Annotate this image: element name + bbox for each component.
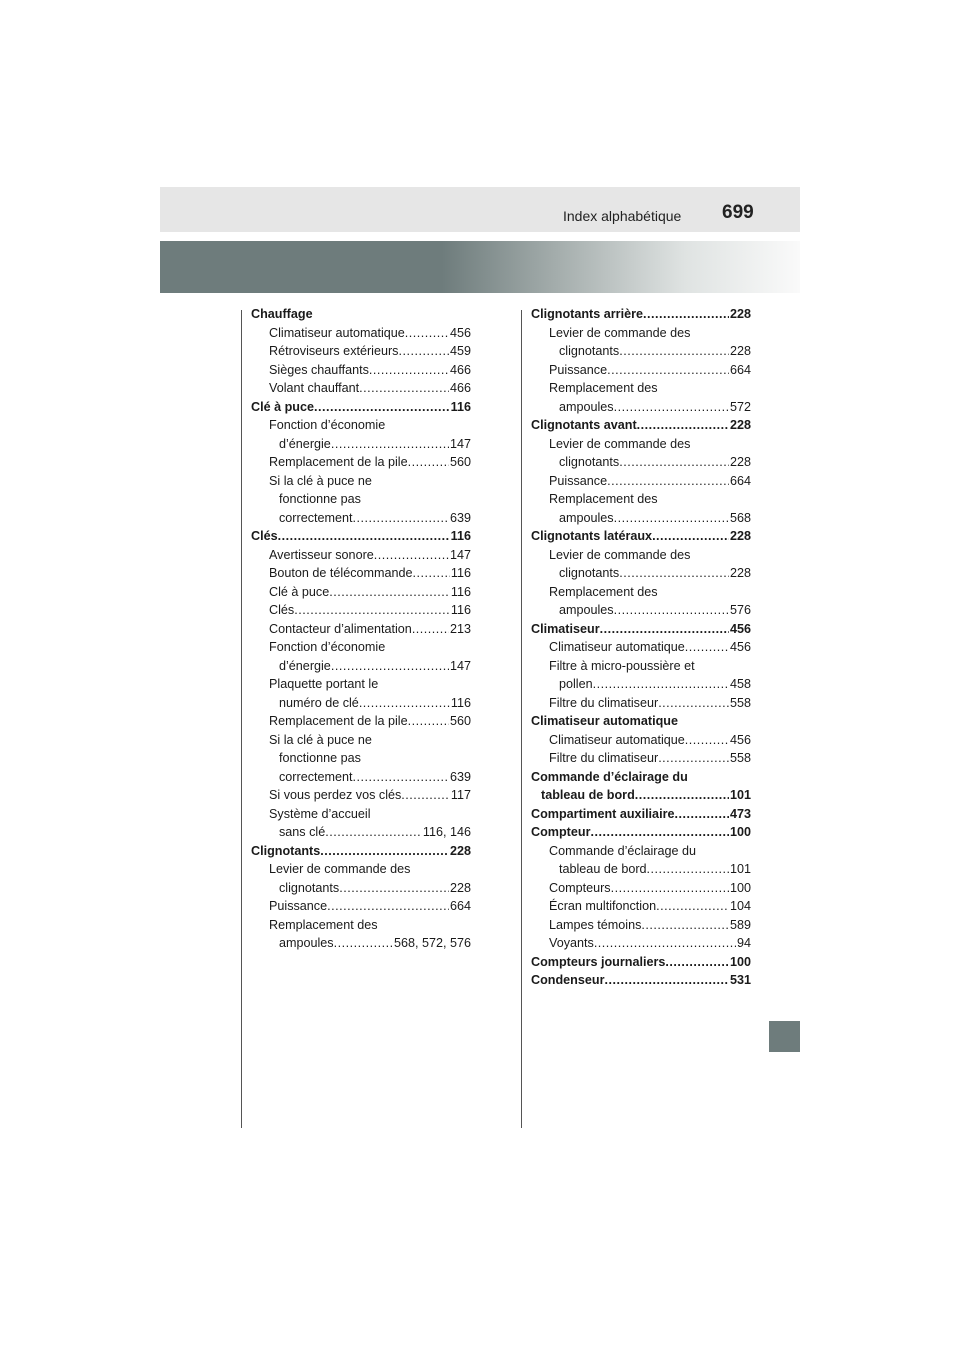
dot-leader	[614, 398, 729, 417]
index-entry-page: 147	[449, 658, 471, 673]
index-entry	[531, 620, 751, 639]
index-entry-term: tableau de bord	[541, 788, 635, 802]
dot-leader	[405, 324, 449, 343]
index-entry-page: 116	[450, 603, 471, 617]
index-entry-page: 466	[449, 362, 471, 377]
index-entry-page: 568, 572, 576	[393, 936, 471, 950]
index-entry-page: 456	[729, 732, 751, 747]
index-entry-term: Levier de commande des	[269, 862, 411, 876]
index-entry	[251, 712, 471, 731]
dot-leader	[278, 527, 450, 546]
index-entry	[531, 731, 751, 750]
index-entry	[531, 435, 751, 454]
index-entry-page: 104	[729, 899, 751, 913]
dot-leader	[369, 361, 449, 380]
index-entry-term: Climatiseur automatique	[269, 325, 405, 340]
index-entry-term: Clés	[269, 603, 295, 617]
index-entry	[251, 786, 471, 805]
index-entry-term: Climatiseur	[531, 621, 600, 636]
index-entry	[531, 712, 751, 731]
dot-leader	[594, 934, 736, 953]
index-entry-term: Fonction d’économie	[269, 418, 386, 432]
index-entry	[251, 842, 471, 861]
index-entry-page: 100	[729, 880, 751, 895]
index-entry-page: 101	[729, 862, 751, 876]
index-entry-page: 228	[729, 566, 751, 580]
dot-leader	[593, 675, 729, 694]
index-entry-page: 473	[729, 806, 751, 821]
index-entry-term: Puissance	[269, 899, 328, 913]
dot-leader	[320, 842, 449, 861]
index-entry-term: Climatiseur automatique	[549, 732, 685, 747]
index-entry	[251, 398, 471, 417]
dot-leader	[600, 620, 729, 639]
index-entry	[251, 342, 471, 361]
index-entry-term: Filtre à micro-poussière et	[549, 658, 695, 673]
index-entry-term: correctement	[279, 769, 353, 784]
index-entry	[531, 342, 751, 361]
index-entry	[251, 472, 471, 491]
dot-leader	[401, 786, 450, 805]
dot-leader	[339, 879, 449, 898]
index-entry-term: Filtre du climatiseur	[549, 751, 659, 765]
dot-leader	[652, 527, 729, 546]
index-entry-term: Commande d’éclairage du	[531, 769, 688, 784]
dot-leader	[331, 435, 449, 454]
dot-leader	[314, 398, 450, 417]
index-entry-term: Si la clé à puce ne	[269, 732, 372, 747]
dot-leader	[359, 694, 450, 713]
index-entry	[531, 583, 751, 602]
index-entry	[531, 398, 751, 417]
index-entry-term: d’énergie	[279, 436, 331, 451]
dot-leader	[611, 879, 729, 898]
index-entry	[251, 305, 471, 324]
index-entry-term: Puissance	[549, 362, 608, 377]
dot-leader	[658, 694, 729, 713]
index-entry-term: Contacteur d’alimentation	[269, 621, 412, 636]
index-column-left	[251, 305, 471, 953]
index-entry-page: 228	[729, 455, 751, 469]
index-entry	[251, 805, 471, 824]
index-entry-term: numéro de clé	[279, 695, 359, 710]
dot-leader	[635, 786, 729, 805]
index-entry	[251, 731, 471, 750]
index-entry	[531, 416, 751, 435]
index-entry	[531, 953, 751, 972]
index-entry	[251, 916, 471, 935]
index-entry-term: clignotants	[279, 880, 340, 895]
dot-leader	[656, 897, 729, 916]
index-entry-page: 116	[450, 584, 471, 599]
index-entry-page: 568	[729, 510, 751, 525]
index-entry-term: Remplacement des	[549, 584, 658, 599]
index-entry	[531, 768, 751, 787]
index-entry	[531, 453, 751, 472]
index-entry-term: Climatiseur automatique	[549, 640, 685, 654]
index-entry-term: Remplacement des	[269, 917, 378, 932]
index-entry	[251, 379, 471, 398]
index-entry-term: Commande d’éclairage du	[549, 843, 697, 858]
column-rule-right	[521, 310, 522, 1128]
index-entry-term: Compteurs	[549, 880, 611, 895]
index-entry-page: 116	[450, 566, 471, 580]
dot-leader	[329, 583, 450, 602]
index-entry-term: Levier de commande des	[549, 325, 691, 340]
index-entry-term: clignotants	[559, 344, 620, 358]
index-column-right	[531, 305, 751, 990]
index-entry	[251, 509, 471, 528]
index-entry-page: 589	[729, 917, 751, 932]
index-entry	[531, 305, 751, 324]
index-entry-term: Lampes témoins	[549, 917, 642, 932]
index-entry	[251, 324, 471, 343]
index-entry-page: 213	[449, 621, 471, 636]
index-entry-term: Plaquette portant le	[269, 677, 379, 691]
index-entry-term: Puissance	[549, 473, 608, 488]
index-entry-page: 466	[449, 381, 471, 395]
index-entry-term: Compteurs journaliers	[531, 954, 666, 969]
index-entry	[531, 657, 751, 676]
index-entry	[531, 916, 751, 935]
index-entry-page: 94	[736, 936, 751, 950]
dot-leader	[647, 860, 729, 879]
index-entry-page: 228	[449, 880, 471, 895]
index-entry-term: pollen	[559, 677, 593, 691]
index-entry-page: 531	[729, 973, 751, 987]
index-entry-term: ampoules	[559, 399, 614, 414]
index-entry	[531, 379, 751, 398]
index-entry-term: Écran multifonction	[549, 899, 657, 913]
index-entry-page: 572	[729, 399, 751, 414]
index-entry-page: 558	[729, 695, 751, 710]
index-entry-page: 664	[729, 362, 751, 377]
index-entry	[531, 675, 751, 694]
index-entry-term: Voyants	[549, 936, 594, 950]
dot-leader	[353, 509, 449, 528]
index-entry-page: 458	[729, 677, 751, 691]
dot-leader	[590, 823, 729, 842]
index-entry-term: Compteur	[531, 825, 591, 839]
index-entry-term: ampoules	[559, 603, 614, 617]
index-entry	[251, 583, 471, 602]
index-entry-term: Remplacement de la pile	[269, 455, 408, 469]
index-entry-term: Levier de commande des	[549, 436, 691, 451]
index-entry	[531, 860, 751, 879]
index-entry	[531, 694, 751, 713]
index-entry-term: Filtre du climatiseur	[549, 695, 659, 710]
dot-leader	[408, 453, 449, 472]
dot-leader	[619, 453, 729, 472]
dot-leader	[294, 601, 450, 620]
index-entry-term: clignotants	[559, 455, 620, 469]
index-entry-page: 147	[449, 436, 471, 451]
index-entry-term: Volant chauffant	[269, 381, 360, 395]
index-entry-term: sans clé	[279, 825, 326, 839]
index-entry	[251, 823, 471, 842]
index-entry-term: Système d’accueil	[269, 806, 371, 821]
page-number: 699	[722, 202, 754, 223]
index-entry-term: correctement	[279, 510, 353, 525]
dot-leader	[665, 953, 729, 972]
index-entry-term: tableau de bord	[559, 862, 647, 876]
dot-leader	[641, 916, 729, 935]
index-entry-page: 576	[729, 603, 751, 617]
index-entry-term: Si vous perdez vos clés	[269, 788, 402, 802]
dot-leader	[685, 731, 729, 750]
dot-leader	[412, 620, 449, 639]
index-entry-page: 100	[729, 954, 751, 969]
dot-leader	[614, 509, 729, 528]
dot-leader	[643, 305, 729, 324]
index-entry	[251, 435, 471, 454]
index-entry	[251, 453, 471, 472]
dot-leader	[374, 546, 449, 565]
dot-leader	[658, 749, 729, 768]
index-entry	[531, 527, 751, 546]
index-entry-term: Remplacement des	[549, 492, 658, 506]
index-entry	[251, 694, 471, 713]
index-entry-term: Clés	[251, 529, 278, 543]
index-entry-page: 228	[729, 344, 751, 358]
index-entry-term: Si la clé à puce ne	[269, 473, 372, 488]
index-entry-page: 639	[449, 769, 471, 784]
index-entry	[531, 472, 751, 491]
dot-leader	[637, 416, 729, 435]
dot-leader	[353, 768, 449, 787]
header-gradient-bar	[160, 241, 800, 293]
index-entry-term: Levier de commande des	[549, 547, 691, 562]
dot-leader	[607, 361, 729, 380]
index-entry-term: Avertisseur sonore	[269, 547, 374, 562]
dot-leader	[413, 564, 450, 583]
index-entry-page: 558	[729, 751, 751, 765]
index-entry-page: 116	[450, 695, 471, 710]
index-entry	[251, 657, 471, 676]
index-entry-term: Climatiseur automatique	[531, 714, 678, 728]
dot-leader	[604, 971, 729, 990]
index-entry-page: 664	[729, 473, 751, 488]
index-entry	[531, 805, 751, 824]
index-entry	[531, 546, 751, 565]
dot-leader	[331, 657, 449, 676]
index-entry-term: fonctionne pas	[279, 492, 361, 506]
dot-leader	[619, 342, 729, 361]
index-entry	[531, 564, 751, 583]
dot-leader	[674, 805, 729, 824]
index-entry	[531, 361, 751, 380]
index-entry-term: Rétroviseurs extérieurs	[269, 344, 399, 358]
index-entry	[531, 897, 751, 916]
index-entry	[531, 638, 751, 657]
index-entry-page: 664	[449, 899, 471, 913]
index-entry-page: 116	[450, 529, 471, 543]
index-entry-page: 560	[449, 714, 471, 728]
index-entry	[531, 971, 751, 990]
index-entry-page: 639	[449, 510, 471, 525]
index-entry-term: Sièges chauffants	[269, 362, 369, 377]
dot-leader	[327, 897, 449, 916]
index-entry-page: 228	[729, 418, 751, 432]
dot-leader	[408, 712, 449, 731]
index-entry	[251, 879, 471, 898]
index-entry-term: Compartiment auxiliaire	[531, 806, 675, 821]
dot-leader	[614, 601, 729, 620]
index-entry-term: Clignotants latéraux	[531, 529, 653, 543]
index-entry-page: 101	[729, 788, 751, 802]
index-entry	[531, 823, 751, 842]
index-entry-term: clignotants	[559, 566, 620, 580]
index-entry-page: 228	[729, 529, 751, 543]
index-entry	[531, 749, 751, 768]
index-entry-term: Clé à puce	[269, 584, 330, 599]
index-entry-page: 147	[449, 547, 471, 562]
index-entry-page: 100	[729, 825, 751, 839]
index-entry	[251, 546, 471, 565]
index-entry	[251, 361, 471, 380]
index-entry-term: Clignotants	[251, 843, 321, 858]
column-rule-left	[241, 310, 242, 1128]
index-entry	[531, 879, 751, 898]
index-entry-term: Condenseur	[531, 973, 605, 987]
header-band	[160, 187, 800, 232]
index-entry-page: 456	[729, 621, 751, 636]
index-entry-term: ampoules	[559, 510, 614, 525]
index-entry-term: Clé à puce	[251, 399, 314, 414]
index-entry	[531, 490, 751, 509]
dot-leader	[619, 564, 729, 583]
index-entry	[251, 490, 471, 509]
index-entry-page: 560	[449, 455, 471, 469]
dot-leader	[359, 379, 449, 398]
index-entry-term: Chauffage	[251, 307, 313, 321]
index-entry-term: Remplacement des	[549, 381, 658, 395]
index-entry	[251, 675, 471, 694]
index-entry-term: Clignotants avant	[531, 418, 637, 432]
dot-leader	[607, 472, 729, 491]
index-entry	[251, 749, 471, 768]
index-entry-page: 228	[729, 307, 751, 321]
index-entry	[531, 601, 751, 620]
dot-leader	[334, 934, 393, 953]
index-entry-term: d’énergie	[279, 658, 331, 673]
index-entry-page: 116	[450, 399, 471, 414]
index-entry-term: Bouton de télécommande	[269, 566, 413, 580]
index-entry-term: Remplacement de la pile	[269, 714, 408, 728]
index-entry	[531, 842, 751, 861]
index-entry-page: 228	[449, 843, 471, 858]
index-entry	[531, 934, 751, 953]
index-entry-page: 456	[449, 325, 471, 340]
index-entry	[251, 601, 471, 620]
page-title: Index alphabétique	[563, 208, 682, 224]
index-entry-term: fonctionne pas	[279, 751, 361, 765]
index-entry-page: 116, 146	[422, 825, 471, 839]
index-entry	[251, 860, 471, 879]
index-entry-term: ampoules	[279, 936, 334, 950]
index-entry-page: 117	[450, 788, 471, 802]
dot-leader	[325, 823, 422, 842]
dot-leader	[685, 638, 729, 657]
index-entry	[251, 416, 471, 435]
chapter-tab[interactable]	[769, 1021, 800, 1052]
dot-leader	[398, 342, 449, 361]
index-entry-page: 456	[729, 640, 751, 654]
index-entry	[531, 324, 751, 343]
index-entry	[251, 564, 471, 583]
index-entry-term: Clignotants arrière	[531, 307, 643, 321]
index-entry	[531, 509, 751, 528]
index-entry	[251, 768, 471, 787]
index-entry	[251, 620, 471, 639]
index-entry	[251, 638, 471, 657]
index-entry	[251, 527, 471, 546]
index-entry	[251, 897, 471, 916]
index-entry-term: Fonction d’économie	[269, 640, 386, 654]
index-entry	[251, 934, 471, 953]
index-entry-page: 459	[449, 344, 471, 358]
index-entry	[531, 786, 751, 805]
